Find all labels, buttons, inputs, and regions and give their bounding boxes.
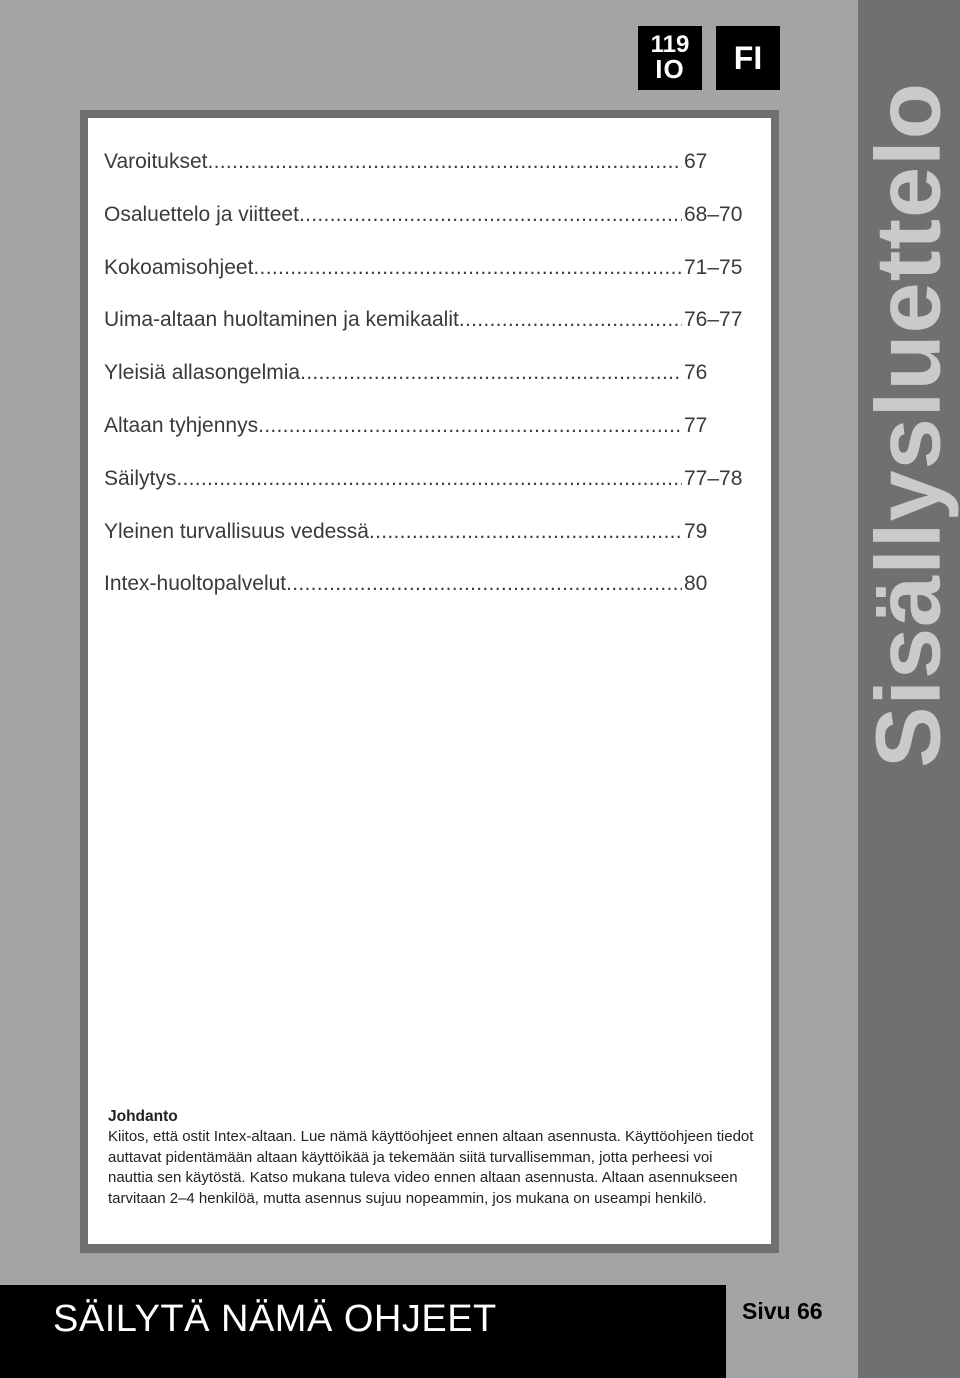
toc-entry-title: Osaluettelo ja viitteet — [104, 202, 299, 226]
side-title: Sisällysluettelo — [857, 82, 960, 768]
toc-entry-title: Yleisiä allasongelmia — [104, 361, 301, 385]
toc-entry[interactable] — [104, 414, 748, 467]
footer-banner — [0, 1285, 726, 1378]
toc-entry-page: 79 — [684, 519, 708, 543]
toc-entry-title: Kokoamisohjeet — [104, 255, 254, 279]
toc-entry-page: 80 — [684, 572, 708, 596]
toc-entry-title: Varoitukset — [104, 150, 208, 173]
toc-leader-dots — [369, 520, 682, 544]
model-number-badge — [638, 26, 702, 90]
badge-number: 119 — [650, 31, 690, 59]
language-badge: FI — [716, 26, 780, 90]
toc-entry[interactable] — [104, 308, 748, 361]
toc-entry-page: 71–75 — [684, 255, 743, 279]
toc-leader-dots — [286, 572, 682, 596]
introduction-heading: Johdanto — [108, 1108, 178, 1125]
toc-entry-title: Säilytys — [104, 466, 177, 490]
introduction-text: Kiitos, että ostit Intex-altaan. Lue nämä käyttöohjeet ennen altaan asennusta. Käyttöohjeen tiedot auttavat pidentämään altaan käyttöikää ja tekemään siitä turvallisemman, jotta perheesi voi nauttia sen käytöstä. Katso mukana tuleva video ennen altaan asennusta. Altaan asennukseen tarvitaan 2–4 henkilöä, mutta asennus sujuu nopeammin, jos mukana on useampi henkilö. — [108, 1128, 754, 1208]
page-number: Sivu 66 — [742, 1298, 823, 1324]
toc-entry-page: 68–70 — [684, 202, 743, 226]
side-title-container — [858, 0, 960, 1378]
toc-leader-dots — [176, 467, 682, 491]
toc-leader-dots — [299, 203, 682, 227]
toc-entry-page: 76–77 — [684, 308, 743, 332]
toc-leader-dots — [208, 150, 683, 174]
toc-entry[interactable] — [104, 150, 748, 203]
toc-entry[interactable] — [104, 467, 748, 520]
page-number-box — [726, 1285, 858, 1378]
toc-leader-dots — [459, 308, 682, 332]
toc-entry[interactable] — [104, 520, 748, 573]
toc-entry-title: Uima-altaan huoltaminen ja kemikaalit — [104, 308, 459, 332]
toc-entry-page: 77–78 — [684, 466, 743, 490]
toc-entry[interactable] — [104, 203, 748, 256]
badge-io: IO — [655, 54, 685, 85]
toc-entry-page: 76 — [684, 361, 708, 385]
toc-entry-title: Yleinen turvallisuus vedessä — [104, 519, 369, 543]
toc-entry[interactable] — [104, 572, 748, 625]
toc-entry-title: Altaan tyhjennys — [104, 413, 259, 437]
toc-leader-dots — [300, 361, 682, 385]
toc-entry[interactable] — [104, 256, 748, 309]
toc-entry-page: 67 — [684, 150, 708, 173]
table-of-contents — [104, 150, 748, 625]
toc-entry-title: Intex-huoltopalvelut — [104, 572, 287, 596]
toc-entry[interactable] — [104, 361, 748, 414]
introduction-section — [108, 1106, 758, 1210]
toc-entry-page: 77 — [684, 413, 708, 437]
toc-leader-dots — [253, 256, 682, 280]
toc-leader-dots — [258, 414, 682, 438]
keep-instructions-text: SÄILYTÄ NÄMÄ OHJEET — [53, 1298, 497, 1340]
